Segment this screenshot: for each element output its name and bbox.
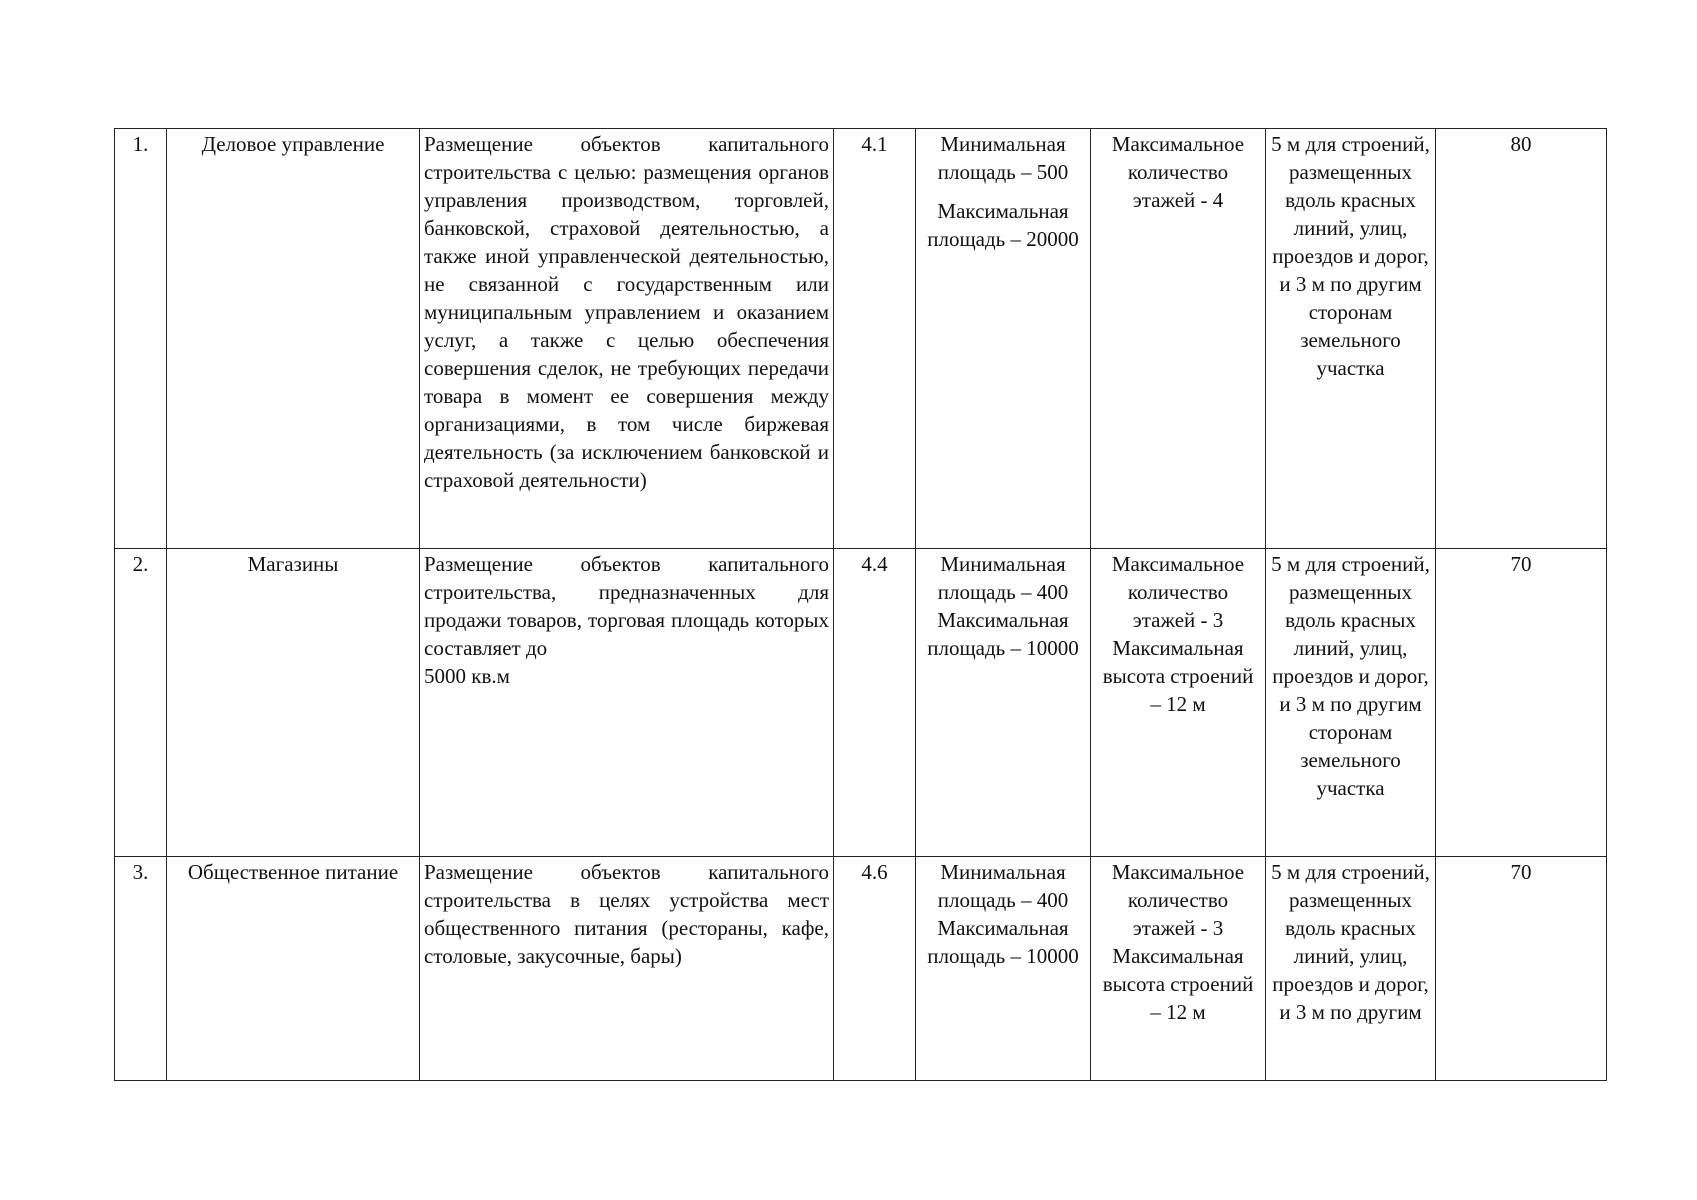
setback-text: 5 м для строений, размещенных вдоль красных линий, улиц, проездов и дорог, и 3 м по другим сторонам земельного участка	[1271, 552, 1430, 800]
coverage-percent: 80	[1436, 129, 1607, 549]
area-min: Минимальная площадь – 400	[937, 860, 1069, 912]
description-text: Размещение объектов капитального строительства в целях устройства мест общественного питания (рестораны, кафе, столовые, закусочные, бары)	[424, 860, 829, 968]
plot-area-limits	[916, 549, 1091, 857]
row-number: 2.	[115, 549, 167, 857]
area-min: Минимальная площадь – 400	[937, 552, 1069, 604]
classifier-code: 4.6	[834, 857, 916, 1081]
table-row	[115, 857, 1607, 1081]
area-max: Максимальная площадь – 20000	[927, 199, 1079, 251]
area-max: Максимальная площадь – 10000	[927, 608, 1079, 660]
zoning-table	[114, 128, 1607, 1081]
area-max: Максимальная площадь – 10000	[927, 916, 1079, 968]
max-floors: Максимальное количество этажей - 3	[1111, 552, 1245, 632]
use-type-name: Магазины	[167, 549, 420, 857]
max-height: Максимальная высота строений – 12 м	[1102, 636, 1254, 716]
setback-rule: 5 м для строений, размещенных вдоль красных линий, улиц, проездов и дорог, и 3 м по другим сторонам земельного участка	[1266, 129, 1436, 549]
building-limits	[1091, 857, 1266, 1081]
use-description	[420, 549, 834, 857]
table-row	[115, 549, 1607, 857]
classifier-code: 4.4	[834, 549, 916, 857]
plot-area-limits	[916, 129, 1091, 549]
max-floors: Максимальное количество этажей - 4	[1111, 132, 1245, 212]
max-height: Максимальная высота строений – 12 м	[1102, 944, 1254, 1024]
row-number: 3.	[115, 857, 167, 1081]
area-min: Минимальная площадь – 500	[937, 132, 1069, 184]
use-description	[420, 129, 834, 549]
setback-rule	[1266, 549, 1436, 857]
classifier-code: 4.1	[834, 129, 916, 549]
description-text: Размещение объектов капитального строительства, предназначенных для продажи товаров, торговая площадь которых составляет до	[424, 552, 829, 660]
description-text: Размещение объектов капитального строительства с целью: размещения органов управления производством, торговлей, банковской, страховой деятельностью, а также иной управленческой деятельностью, не связанной с государственным или муниципальным управлением и оказанием услуг, а также с целью обеспечения совершения сделок, не требующих передачи товара в момент ее совершения между организациями, в том числе биржевая деятельность (за исключением банковской и страховой деятельности)	[424, 132, 829, 492]
coverage-percent: 70	[1436, 549, 1607, 857]
max-floors: Максимальное количество этажей - 3	[1111, 860, 1245, 940]
use-type-name: Деловое управление	[167, 129, 420, 549]
use-type-name: Общественное питание	[167, 857, 420, 1081]
description-tail: 5000 кв.м	[424, 664, 510, 688]
use-description	[420, 857, 834, 1081]
setback-text: 5 м для строений, размещенных вдоль красных линий, улиц, проездов и дорог, и 3 м по другим	[1271, 860, 1430, 1024]
coverage-percent: 70	[1436, 857, 1607, 1081]
table-row	[115, 129, 1607, 549]
building-limits	[1091, 549, 1266, 857]
plot-area-limits	[916, 857, 1091, 1081]
row-number: 1.	[115, 129, 167, 549]
building-limits	[1091, 129, 1266, 549]
setback-rule	[1266, 857, 1436, 1081]
